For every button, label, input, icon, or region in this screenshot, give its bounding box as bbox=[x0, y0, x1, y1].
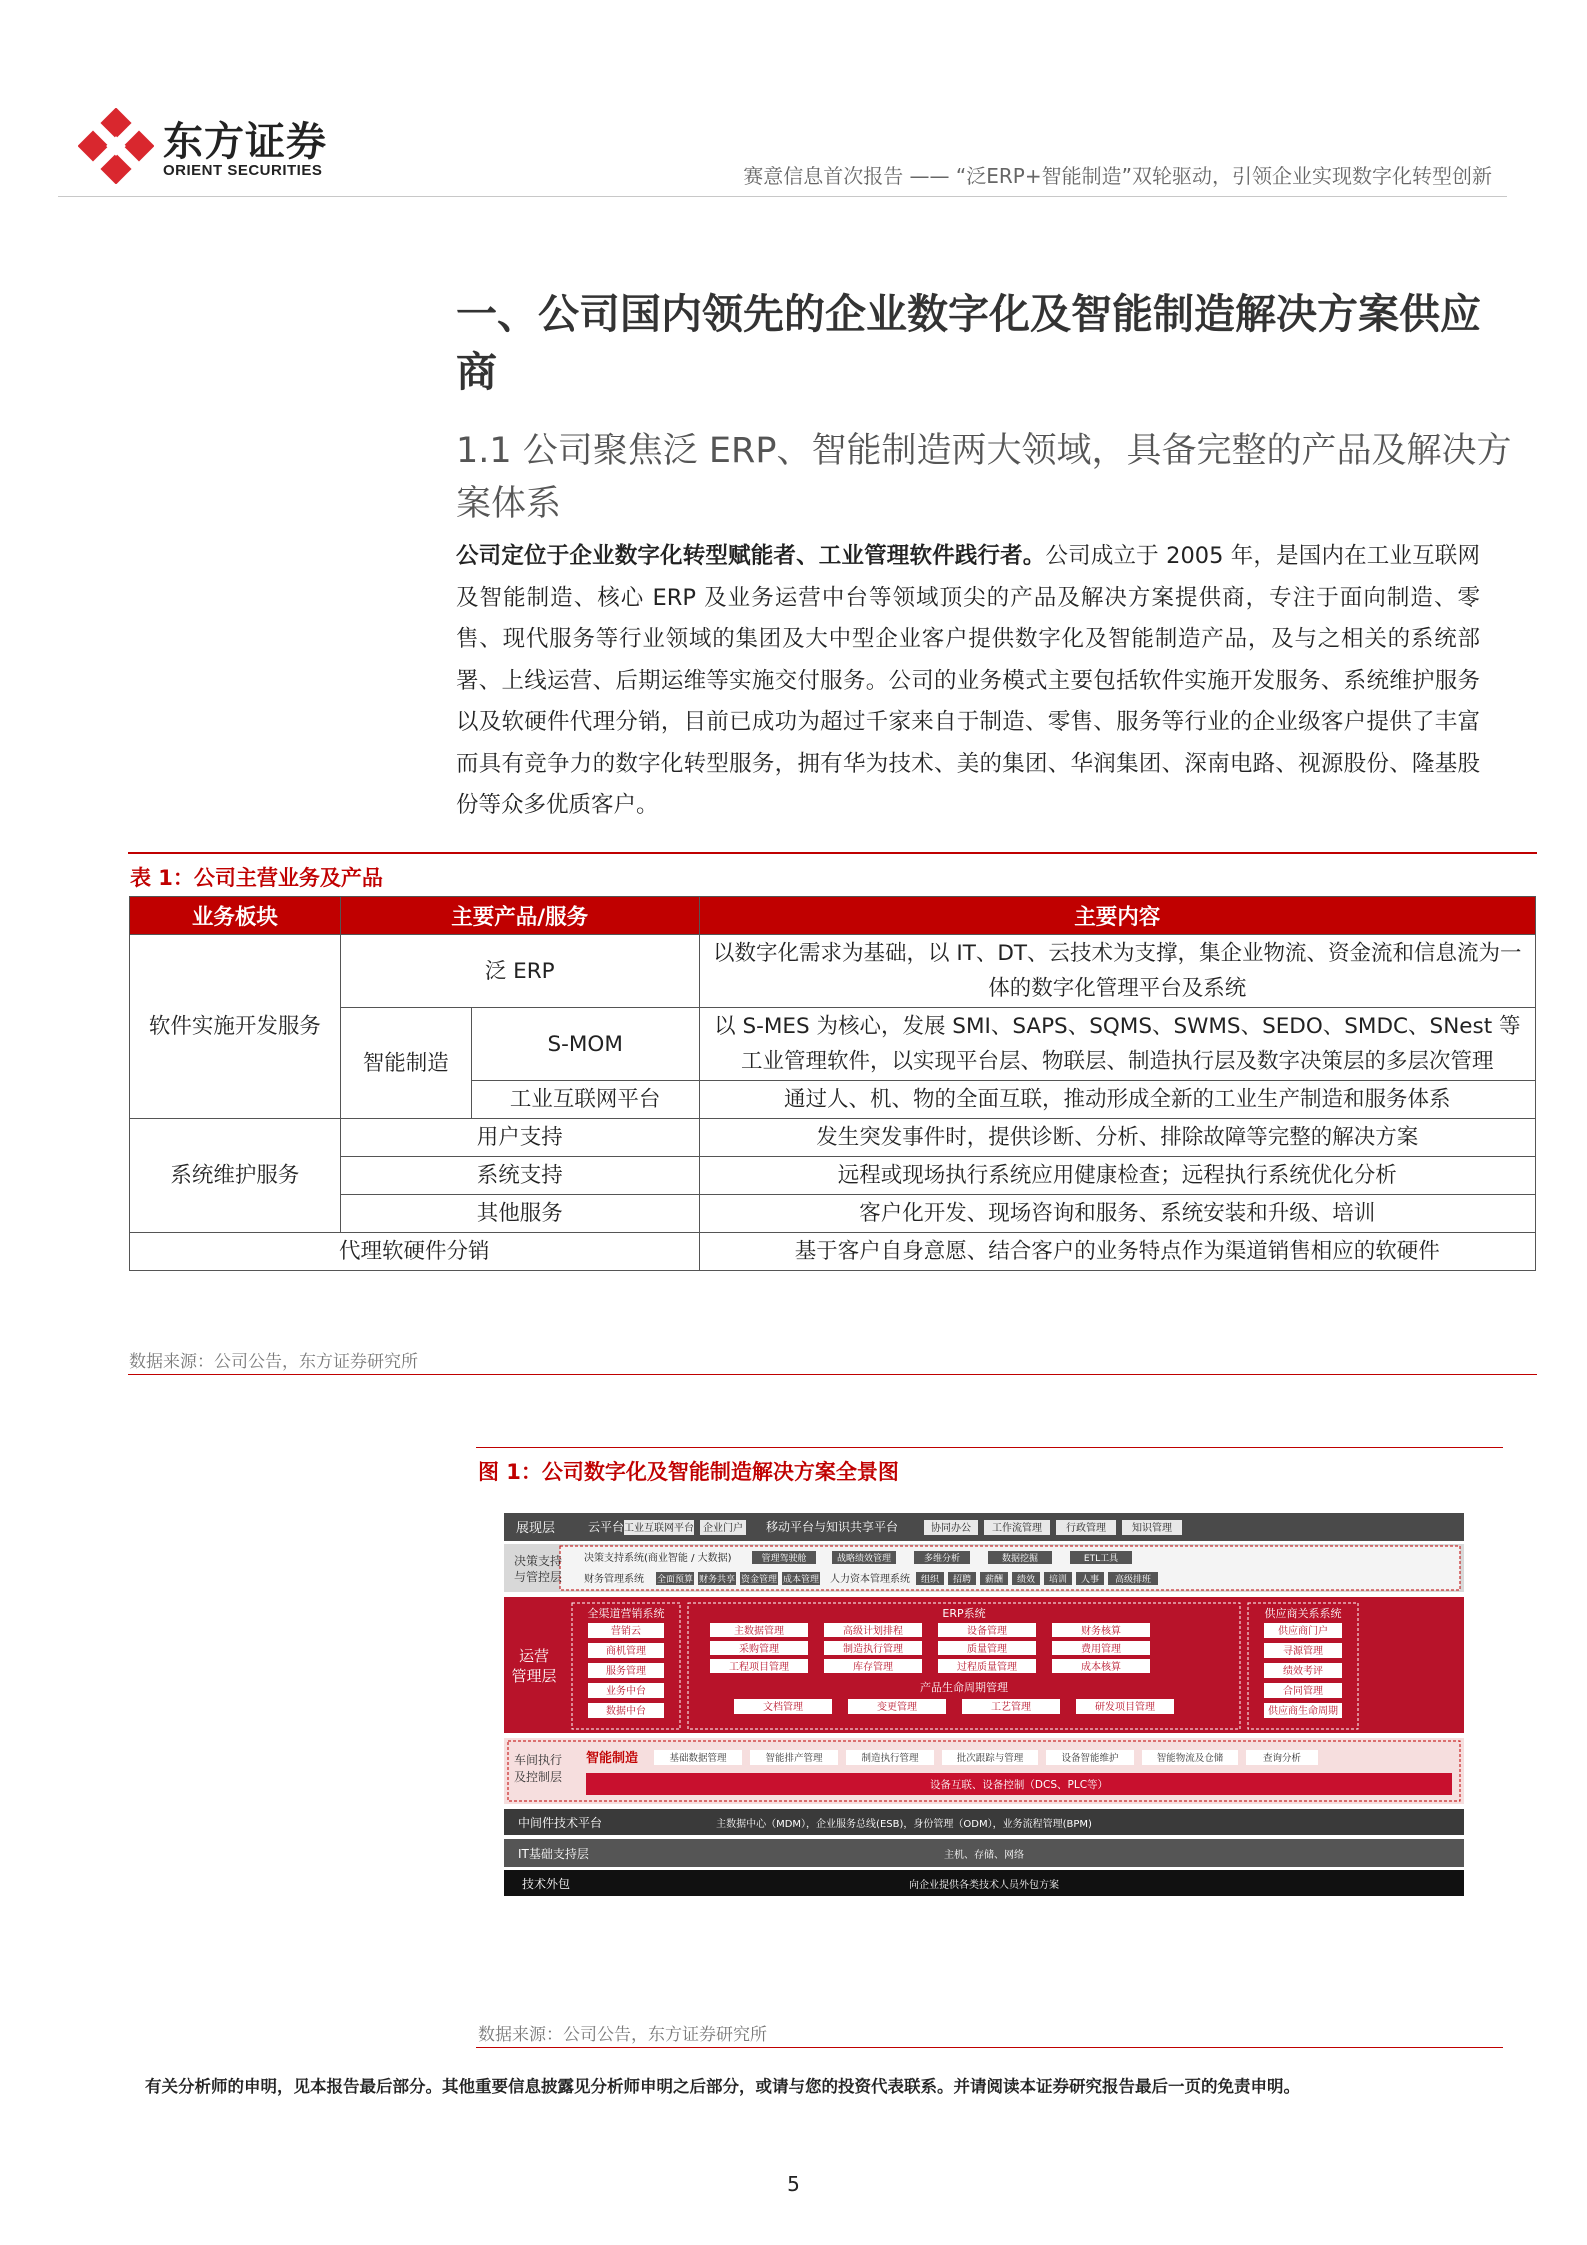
table-cell: 用户支持 bbox=[340, 1119, 699, 1157]
hr-item: 高级排班 bbox=[1114, 1575, 1152, 1585]
cloud-platform-label: 云平台 bbox=[588, 1520, 625, 1534]
workshop-item: 设备智能维护 bbox=[1061, 1753, 1119, 1764]
erp-item: 库存管理 bbox=[853, 1662, 893, 1673]
marketing-item: 业务中台 bbox=[606, 1686, 646, 1697]
cloud-item: 企业门户 bbox=[703, 1523, 743, 1534]
hr-item: 组织 bbox=[920, 1575, 940, 1585]
decision-layer-label-2: 与管控层 bbox=[514, 1570, 563, 1584]
figure-source: 数据来源：公司公告，东方证券研究所 bbox=[478, 2025, 767, 2045]
supplier-item: 合同管理 bbox=[1283, 1686, 1323, 1697]
bi-item: ETL工具 bbox=[1083, 1554, 1119, 1564]
plm-item: 变更管理 bbox=[877, 1702, 917, 1713]
table-row bbox=[130, 1157, 1536, 1195]
table-row bbox=[130, 1195, 1536, 1233]
workshop-items bbox=[654, 1750, 1318, 1765]
erp-item: 过程质量管理 bbox=[957, 1662, 1017, 1673]
table-row bbox=[130, 935, 1536, 1008]
table-row bbox=[130, 1233, 1536, 1271]
supplier-item: 寻源管理 bbox=[1283, 1646, 1323, 1657]
table-cell: 发生突发事件时，提供诊断、分析、排除故障等完整的解决方案 bbox=[699, 1119, 1535, 1157]
operation-layer-label-2: 管理层 bbox=[511, 1667, 557, 1685]
table-cell: 泛 ERP bbox=[340, 935, 699, 1008]
table-cell: 系统维护服务 bbox=[130, 1119, 341, 1233]
header-divider bbox=[58, 196, 1507, 197]
mobile-platform-label: 移动平台与知识共享平台 bbox=[766, 1520, 899, 1534]
decision-layer-label-1: 决策支持 bbox=[514, 1554, 563, 1568]
table-source: 数据来源：公司公告，东方证券研究所 bbox=[129, 1352, 418, 1372]
table-cell: 软件实施开发服务 bbox=[130, 935, 341, 1119]
supplier-item: 供应商门户 bbox=[1278, 1626, 1328, 1637]
table-bottom-rule bbox=[128, 1374, 1537, 1375]
table-header-row bbox=[130, 897, 1536, 935]
hr-system-label: 人力资本管理系统 bbox=[830, 1574, 910, 1585]
page-number: 5 bbox=[787, 2172, 800, 2196]
plm-item: 研发项目管理 bbox=[1095, 1702, 1155, 1713]
figure-top-rule bbox=[476, 1447, 1503, 1448]
table-row bbox=[130, 1008, 1536, 1081]
erp-item: 制造执行管理 bbox=[843, 1644, 903, 1655]
hr-item: 招聘 bbox=[952, 1575, 972, 1585]
workshop-item: 批次跟踪与管理 bbox=[956, 1753, 1024, 1764]
workshop-item: 智能物流及仓储 bbox=[1156, 1753, 1224, 1764]
hr-item: 人事 bbox=[1080, 1575, 1100, 1585]
erp-item: 采购管理 bbox=[739, 1644, 779, 1655]
finance-item: 资金管理 bbox=[740, 1575, 778, 1585]
bi-item: 数据挖掘 bbox=[1001, 1554, 1039, 1564]
supplier-items bbox=[1264, 1623, 1342, 1718]
device-control-text: 设备互联、设备控制（DCS、PLC等） bbox=[929, 1779, 1109, 1791]
table-cell: 以 S-MES 为核心，发展 SMI、SAPS、SQMS、SWMS、SEDO、SMDC、SNest 等工业管理软件，以实现平台层、物联层、制造执行层及数字决策层的多层次管理 bbox=[699, 1008, 1535, 1081]
supplier-item: 供应商生命周期 bbox=[1268, 1706, 1338, 1717]
workshop-item: 智能排产管理 bbox=[765, 1753, 823, 1764]
middleware-layer-label: 中间件技术平台 bbox=[518, 1816, 603, 1830]
table-header-cell: 业务板块 bbox=[130, 897, 341, 935]
hr-item: 培训 bbox=[1048, 1575, 1068, 1585]
outsourcing-text: 向企业提供各类技术人员外包方案 bbox=[909, 1880, 1059, 1891]
it-layer-text: 主机、存储、网络 bbox=[944, 1850, 1024, 1861]
erp-item: 高级计划排程 bbox=[843, 1626, 903, 1637]
smart-manufacturing-label: 智能制造 bbox=[586, 1751, 639, 1766]
supplier-system-label: 供应商关系系统 bbox=[1264, 1607, 1342, 1620]
table-cell: 系统支持 bbox=[340, 1157, 699, 1195]
bi-system-label: 决策支持系统(商业智能 / 大数据) bbox=[584, 1553, 732, 1564]
architecture-diagram bbox=[504, 1513, 1464, 1973]
orient-securities-logo-icon bbox=[78, 108, 154, 184]
table-cell: 远程或现场执行系统应用健康检查；远程执行系统优化分析 bbox=[699, 1157, 1535, 1195]
table-title: 表 1：公司主营业务及产品 bbox=[130, 866, 383, 890]
erp-item: 设备管理 bbox=[967, 1626, 1007, 1637]
marketing-item: 商机管理 bbox=[606, 1646, 646, 1657]
it-layer-label: IT基础支持层 bbox=[518, 1847, 589, 1861]
mobile-item: 行政管理 bbox=[1066, 1523, 1106, 1534]
table-cell: 其他服务 bbox=[340, 1195, 699, 1233]
table-header-cell: 主要内容 bbox=[699, 897, 1535, 935]
bi-item: 战略绩效管理 bbox=[836, 1554, 892, 1564]
workshop-item: 制造执行管理 bbox=[861, 1753, 919, 1764]
table-cell: 代理软硬件分销 bbox=[130, 1233, 700, 1271]
plm-item: 工艺管理 bbox=[991, 1702, 1031, 1713]
figure-bottom-rule bbox=[476, 2047, 1503, 2048]
supplier-item: 绩效考评 bbox=[1283, 1666, 1323, 1677]
table-cell: 客户化开发、现场咨询和服务、系统安装和升级、培训 bbox=[699, 1195, 1535, 1233]
marketing-system-label: 全渠道营销系统 bbox=[587, 1607, 665, 1620]
hr-items bbox=[916, 1572, 1158, 1585]
marketing-item: 数据中台 bbox=[606, 1706, 646, 1717]
mobile-item: 工作流管理 bbox=[992, 1523, 1042, 1534]
erp-system-label: ERP系统 bbox=[942, 1607, 986, 1620]
paragraph-text: 公司成立于 2005 年，是国内在工业互联网及智能制造、核心 ERP 及业务运营中台等领域顶尖的产品及解决方案提供商，专注于面向制造、零售、现代服务等行业领域的集团及大中型企业客户提供数字化及智能制造产品，及与之相关的系统部署、上线运营、后期运维等实施交付服务。公司的业务模式主要包括软件实施开发服务、系统维护服务以及软硬件代理分销，目前已成功为超过千家来自于制造、零售、服务等行业的企业级客户提供了丰富而具有竞争力的数字化转型服务，拥有华为技术、美的集团、华润集团、深南电路、视源股份、隆基股份等众多优质客户。 bbox=[456, 543, 1480, 818]
figure-title: 图 1：公司数字化及智能制造解决方案全景图 bbox=[478, 1460, 899, 1484]
plm-label: 产品生命周期管理 bbox=[920, 1681, 1008, 1694]
middleware-text: 主数据中心（MDM），企业服务总线(ESB)，身份管理（ODM），业务流程管理(BPM) bbox=[716, 1819, 1092, 1830]
section-heading: 一、公司国内领先的企业数字化及智能制造解决方案供应商 bbox=[456, 290, 1481, 396]
marketing-item: 营销云 bbox=[611, 1626, 641, 1637]
report-header-title: 赛意信息首次报告 —— “泛ERP+智能制造”双轮驱动，引领企业实现数字化转型创新 bbox=[743, 164, 1492, 188]
erp-item: 成本核算 bbox=[1081, 1662, 1121, 1673]
mobile-item: 协同办公 bbox=[931, 1523, 971, 1534]
finance-item: 成本管理 bbox=[782, 1575, 820, 1585]
workshop-layer-label-1: 车间执行 bbox=[514, 1753, 563, 1767]
hr-item: 绩效 bbox=[1016, 1575, 1036, 1585]
table-cell: 以数字化需求为基础，以 IT、DT、云技术为支撑，集企业物流、资金流和信息流为一体的数字化管理平台及系统 bbox=[699, 935, 1535, 1008]
erp-item: 工程项目管理 bbox=[729, 1662, 789, 1673]
footer-disclaimer: 有关分析师的申明，见本报告最后部分。其他重要信息披露见分析师申明之后部分，或请与您的投资代表联系。并请阅读本证券研究报告最后一页的免责申明。 bbox=[145, 2077, 1300, 2096]
logo-english-name: ORIENT SECURITIES bbox=[163, 162, 323, 179]
erp-item: 费用管理 bbox=[1081, 1644, 1121, 1655]
erp-item: 质量管理 bbox=[967, 1644, 1007, 1655]
workshop-item: 基础数据管理 bbox=[669, 1753, 727, 1764]
finance-system-label: 财务管理系统 bbox=[584, 1574, 644, 1585]
workshop-layer-label-2: 及控制层 bbox=[514, 1770, 563, 1784]
table-cell: 通过人、机、物的全面互联，推动形成全新的工业生产制造和服务体系 bbox=[699, 1081, 1535, 1119]
subsection-heading: 1.1 公司聚焦泛 ERP、智能制造两大领域，具备完整的产品及解决方案体系 bbox=[456, 431, 1512, 524]
bi-item: 管理驾驶舱 bbox=[761, 1554, 807, 1564]
erp-item: 主数据管理 bbox=[734, 1626, 784, 1637]
paragraph-bold-lead: 公司定位于企业数字化转型赋能者、工业管理软件践行者。 bbox=[456, 543, 1046, 569]
table-cell: 工业互联网平台 bbox=[471, 1081, 699, 1119]
outsourcing-layer-label: 技术外包 bbox=[522, 1877, 571, 1891]
table-header-cell: 主要产品/服务 bbox=[340, 897, 699, 935]
erp-item: 财务核算 bbox=[1081, 1626, 1121, 1637]
table-title-top-rule bbox=[128, 852, 1537, 854]
intro-paragraph bbox=[456, 536, 1480, 827]
marketing-items bbox=[588, 1623, 664, 1718]
logo-chinese-name: 东方证券 bbox=[163, 119, 327, 165]
hr-item: 薪酬 bbox=[984, 1575, 1004, 1585]
bi-item: 多维分析 bbox=[923, 1554, 961, 1564]
plm-item: 文档管理 bbox=[763, 1702, 803, 1713]
table-cell: S-MOM bbox=[471, 1008, 699, 1081]
table-cell: 智能制造 bbox=[340, 1008, 471, 1119]
presentation-layer-label: 展现层 bbox=[516, 1521, 556, 1536]
mobile-item: 知识管理 bbox=[1132, 1523, 1172, 1534]
business-table bbox=[129, 896, 1536, 1271]
marketing-item: 服务管理 bbox=[606, 1666, 646, 1677]
operation-layer-label-1: 运营 bbox=[518, 1647, 550, 1665]
bi-items bbox=[752, 1551, 1132, 1564]
table-row bbox=[130, 1119, 1536, 1157]
table-cell: 基于客户自身意愿、结合客户的业务特点作为渠道销售相应的软硬件 bbox=[699, 1233, 1535, 1271]
finance-item: 财务共享 bbox=[698, 1575, 736, 1585]
finance-item: 全面预算 bbox=[656, 1575, 694, 1585]
workshop-item: 查询分析 bbox=[1262, 1753, 1302, 1764]
cloud-item: 工业互联网平台 bbox=[624, 1523, 694, 1534]
